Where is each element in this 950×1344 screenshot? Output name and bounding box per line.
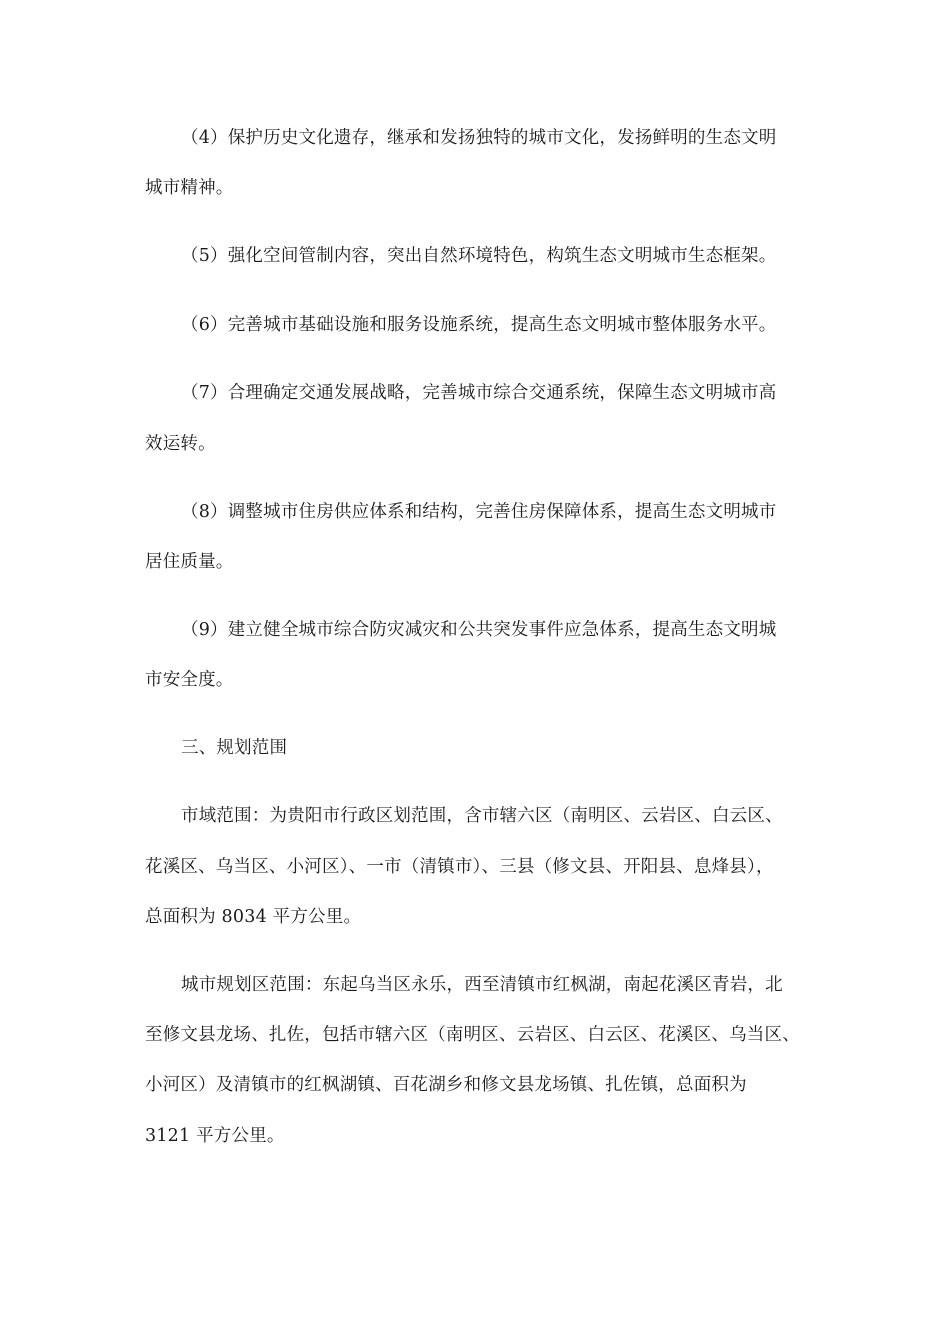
- paragraph-8-line-1: （8）调整城市住房供应体系和结构，完善住房保障体系，提高生态文明城市: [181, 502, 777, 522]
- planning-area-line-1: 城市规划区范围：东起乌当区永乐，西至清镇市红枫湖，南起花溪区青岩，北: [181, 975, 783, 995]
- section-heading: 三、规划范围: [181, 738, 288, 758]
- city-scope-line-1: 市域范围：为贵阳市行政区划范围，含市辖六区（南明区、云岩区、白云区、: [181, 806, 783, 826]
- paragraph-9-line-1: （9）建立健全城市综合防灾减灾和公共突发事件应急体系，提高生态文明城: [181, 620, 777, 640]
- paragraph-6-line-1: （6）完善城市基础设施和服务设施系统，提高生态文明城市整体服务水平。: [181, 315, 777, 335]
- planning-area-line-2: 至修文县龙场、扎佐，包括市辖六区（南明区、云岩区、白云区、花溪区、乌当区、: [145, 1025, 800, 1045]
- paragraph-4-line-2: 城市精神。: [145, 178, 234, 198]
- paragraph-7-line-1: （7）合理确定交通发展战略，完善城市综合交通系统，保障生态文明城市高: [181, 383, 777, 403]
- paragraph-9-line-2: 市安全度。: [145, 670, 234, 690]
- paragraph-7-line-2: 效运转。: [145, 434, 216, 454]
- paragraph-8-line-2: 居住质量。: [145, 552, 234, 572]
- planning-area-line-3: 小河区）及清镇市的红枫湖镇、百花湖乡和修文县龙场镇、扎佐镇，总面积为: [145, 1075, 747, 1095]
- planning-area-line-4: 3121 平方公里。: [145, 1126, 285, 1146]
- city-scope-line-2: 花溪区、乌当区、小河区）、一市（清镇市）、三县（修文县、开阳县、息烽县），: [145, 857, 774, 877]
- paragraph-4-line-1: （4）保护历史文化遗存，继承和发扬独特的城市文化，发扬鲜明的生态文明: [181, 128, 777, 148]
- city-scope-line-3: 总面积为 8034 平方公里。: [145, 907, 362, 927]
- paragraph-5-line-1: （5）强化空间管制内容，突出自然环境特色，构筑生态文明城市生态框架。: [181, 246, 777, 266]
